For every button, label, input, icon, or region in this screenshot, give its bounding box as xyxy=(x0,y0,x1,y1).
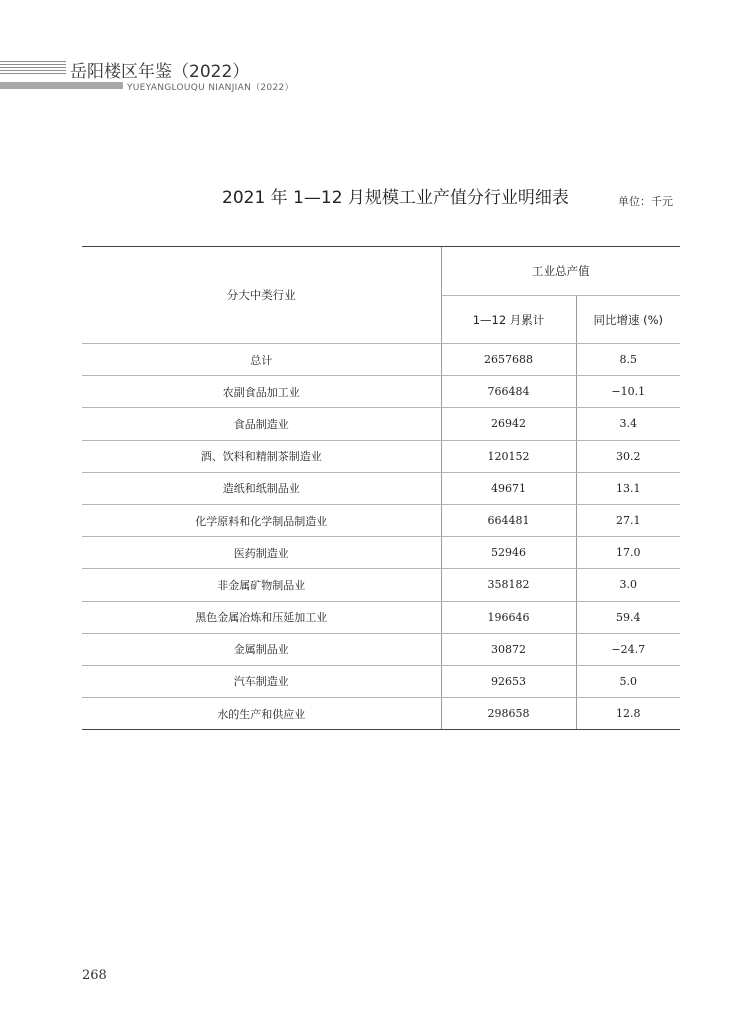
table-row xyxy=(82,569,680,601)
cumulative-value-cell: 52946 xyxy=(441,537,576,569)
table-row xyxy=(82,633,680,665)
table-row xyxy=(82,601,680,633)
growth-rate-cell: −10.1 xyxy=(576,376,680,408)
industry-cell: 水的生产和供应业 xyxy=(82,698,441,730)
header-industry: 分大中类行业 xyxy=(82,247,441,344)
table-row xyxy=(82,472,680,504)
industry-cell: 非金属矿物制品业 xyxy=(82,569,441,601)
cumulative-value-cell: 30872 xyxy=(441,633,576,665)
growth-rate-cell: 12.8 xyxy=(576,698,680,730)
cumulative-value-cell: 2657688 xyxy=(441,344,576,376)
running-header-title: 岳阳楼区年鉴（2022） xyxy=(70,62,250,82)
industry-cell: 黑色金属冶炼和压延加工业 xyxy=(82,601,441,633)
growth-rate-cell: −24.7 xyxy=(576,633,680,665)
cumulative-value-cell: 358182 xyxy=(441,569,576,601)
cumulative-value-cell: 664481 xyxy=(441,504,576,536)
table-row xyxy=(82,376,680,408)
growth-rate-cell: 8.5 xyxy=(576,344,680,376)
cumulative-value-cell: 92653 xyxy=(441,665,576,697)
industry-cell: 食品制造业 xyxy=(82,408,441,440)
growth-rate-cell: 59.4 xyxy=(576,601,680,633)
growth-rate-cell: 30.2 xyxy=(576,440,680,472)
table-title: 2021 年 1—12 月规模工业产值分行业明细表 xyxy=(222,188,569,208)
industry-cell: 农副食品加工业 xyxy=(82,376,441,408)
header-decoration-bar xyxy=(0,82,123,89)
header-gross-output: 工业总产值 xyxy=(441,247,680,296)
industry-output-table xyxy=(82,246,680,730)
table-unit: 单位：千元 xyxy=(618,195,673,208)
header-growth: 同比增速 (%) xyxy=(576,296,680,344)
industry-cell: 总计 xyxy=(82,344,441,376)
table-row xyxy=(82,440,680,472)
page-number: 268 xyxy=(82,968,107,983)
cumulative-value-cell: 766484 xyxy=(441,376,576,408)
running-header-subtitle: YUEYANGLOUQU NIANJIAN（2022） xyxy=(127,83,294,93)
industry-cell: 金属制品业 xyxy=(82,633,441,665)
table-row xyxy=(82,344,680,376)
table-row xyxy=(82,665,680,697)
growth-rate-cell: 3.0 xyxy=(576,569,680,601)
industry-cell: 医药制造业 xyxy=(82,537,441,569)
header-cumulative: 1—12 月累计 xyxy=(441,296,576,344)
growth-rate-cell: 3.4 xyxy=(576,408,680,440)
cumulative-value-cell: 196646 xyxy=(441,601,576,633)
growth-rate-cell: 27.1 xyxy=(576,504,680,536)
cumulative-value-cell: 49671 xyxy=(441,472,576,504)
table-row xyxy=(82,537,680,569)
cumulative-value-cell: 298658 xyxy=(441,698,576,730)
cumulative-value-cell: 26942 xyxy=(441,408,576,440)
industry-cell: 化学原料和化学制品制造业 xyxy=(82,504,441,536)
table-row xyxy=(82,504,680,536)
growth-rate-cell: 17.0 xyxy=(576,537,680,569)
table-row xyxy=(82,408,680,440)
header-decoration-lines xyxy=(0,61,66,75)
growth-rate-cell: 5.0 xyxy=(576,665,680,697)
industry-cell: 酒、饮料和精制茶制造业 xyxy=(82,440,441,472)
industry-cell: 汽车制造业 xyxy=(82,665,441,697)
growth-rate-cell: 13.1 xyxy=(576,472,680,504)
cumulative-value-cell: 120152 xyxy=(441,440,576,472)
industry-cell: 造纸和纸制品业 xyxy=(82,472,441,504)
table-row xyxy=(82,698,680,730)
